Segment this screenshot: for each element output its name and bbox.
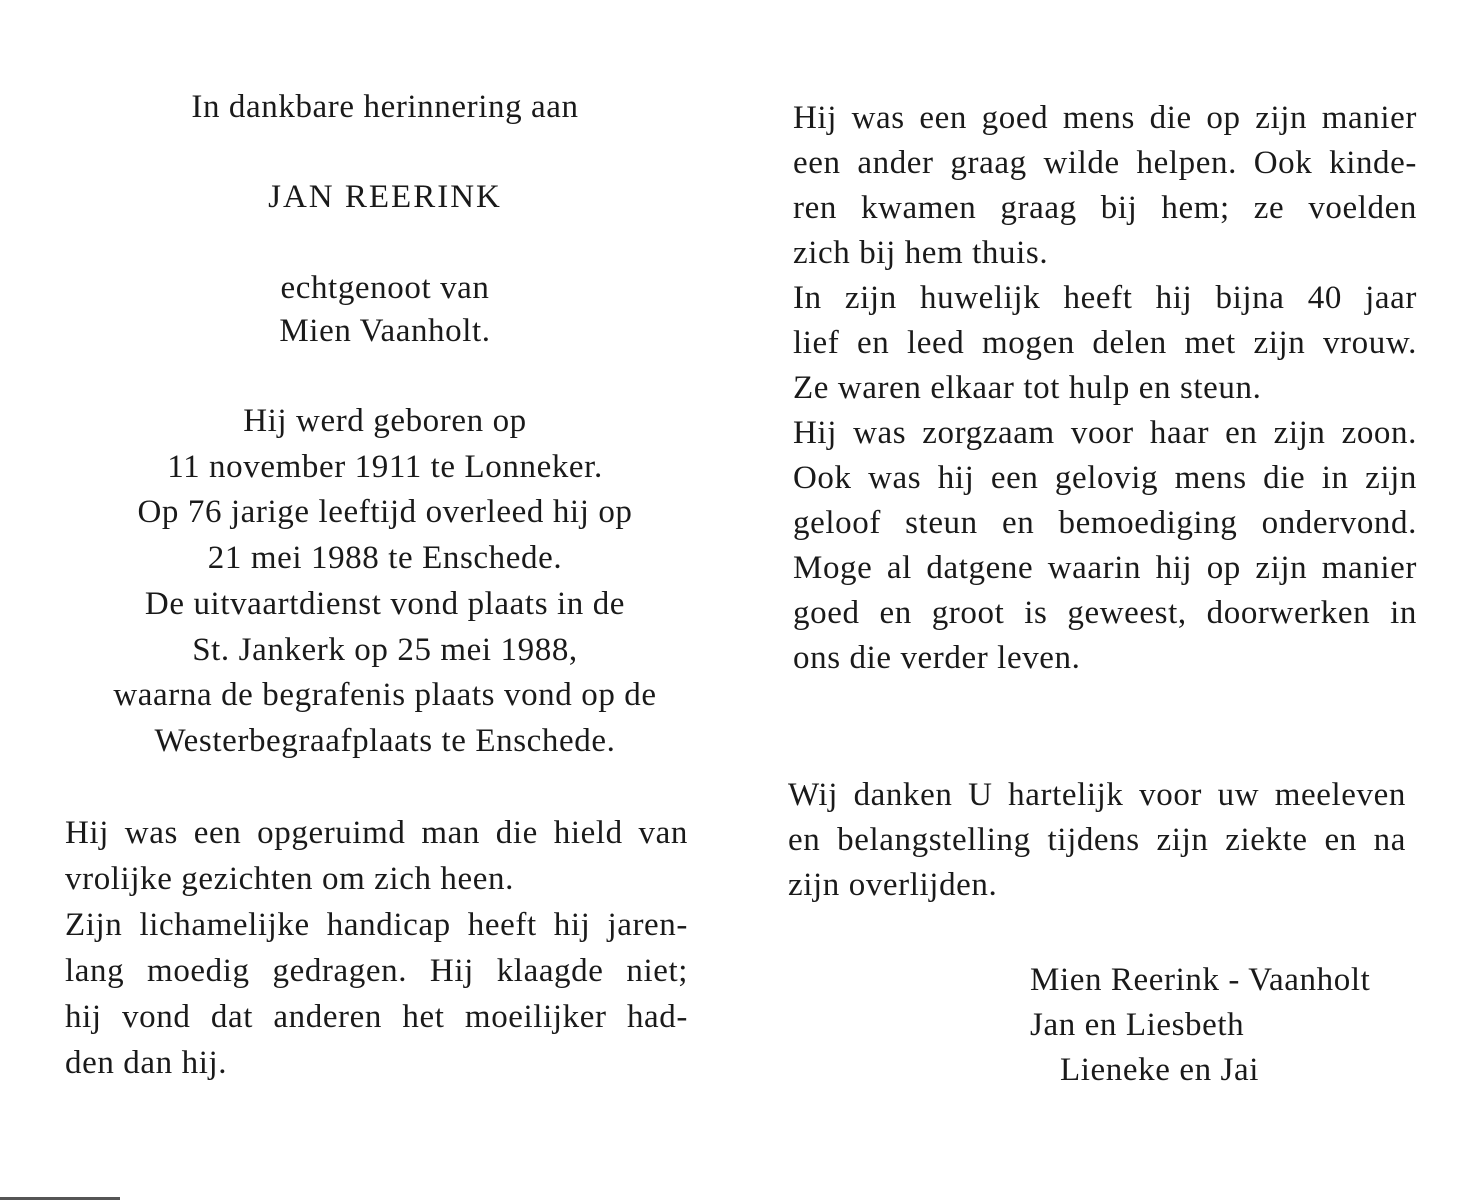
text-line: een ander graag wilde helpen. Ook kinde- [793, 145, 1417, 181]
spouse-label: echtgenoot van [280, 270, 490, 306]
text-line: Ze waren elkaar tot hulp en steun. [793, 370, 1262, 406]
text-line: hij vond dat anderen het moeilijker had- [65, 999, 688, 1035]
text-line: Jan en Liesbeth [1030, 1007, 1245, 1043]
deceased-name: JAN REERINK [268, 179, 502, 215]
text-line: De uitvaartdienst vond plaats in de [144, 585, 626, 622]
spouse-name: Mien Vaanholt. [279, 313, 491, 349]
text-line: Hij werd geboren op [243, 403, 527, 439]
text-line: Hij was een goed mens die op zijn manier [793, 100, 1417, 136]
text-line: lang moedig gedragen. Hij klaagde niet; [65, 953, 688, 989]
text-line: Wij danken U hartelijk voor uw meeleven [788, 777, 1406, 813]
text-line: waarna de begrafenis plaats vond op de [113, 677, 657, 714]
text-line: Op 76 jarige leeftijd overleed hij op [137, 494, 633, 531]
text-line: en belangstelling tijdens zijn ziekte en na [788, 822, 1406, 858]
text-line: ren kwamen graag bij hem; ze voelden [793, 190, 1417, 226]
text-line: 11 november 1911 te Lonneker. [167, 448, 603, 485]
text-line: vrolijke gezichten om zich heen. [65, 861, 514, 897]
text-line: zich bij hem thuis. [793, 235, 1049, 271]
text-line: den dan hij. [65, 1045, 228, 1081]
text-line: Zijn lichamelijke handicap heeft hij jaren- [65, 907, 688, 943]
intro-text: In dankbare herinnering aan [191, 89, 579, 125]
text-line: Ook was hij een gelovig mens die in zijn [793, 460, 1417, 496]
text-line: ons die verder leven. [793, 640, 1081, 676]
text-line: zijn overlijden. [788, 867, 998, 903]
text-line: 21 mei 1988 te Enschede. [207, 540, 563, 577]
text-line: lief en leed mogen delen met zijn vrouw. [793, 325, 1417, 361]
text-line: Moge al datgene waarin hij op zijn manier [793, 550, 1417, 586]
text-line: geloof steun en bemoediging ondervond. [793, 505, 1417, 541]
text-line: Hij was zorgzaam voor haar en zijn zoon. [793, 415, 1417, 451]
text-line: Lieneke en Jai [1060, 1052, 1259, 1088]
text-line: Mien Reerink - Vaanholt [1030, 962, 1371, 998]
text-line: Hij was een opgeruimd man die hield van [65, 815, 688, 851]
text-line: In zijn huwelijk heeft hij bijna 40 jaar [793, 280, 1417, 316]
text-line: Westerbegraafplaats te Enschede. [154, 722, 616, 759]
text-line: St. Jankerk op 25 mei 1988, [192, 631, 578, 668]
text-line: goed en groot is geweest, doorwerken in [793, 595, 1417, 631]
